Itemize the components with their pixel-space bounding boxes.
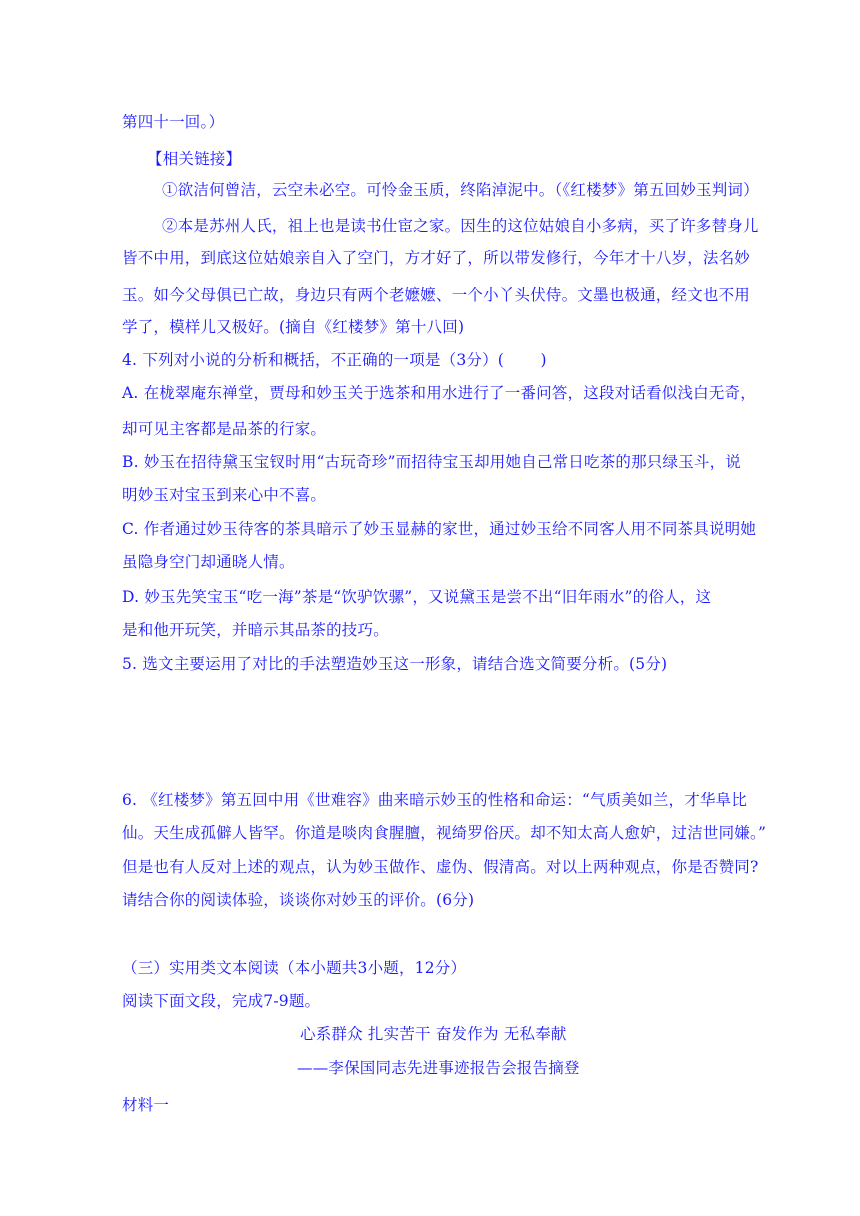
q4-option-a-line: A. 在栊翠庵东禅堂，贾母和妙玉关于选茶和用水进行了一番问答，这段对话看似浅白无奇， [122,384,756,402]
related-link-2-line: ②本是苏州人氏，祖上也是读书仕宦之家。因生的这位姑娘自小多病，买了许多替身儿 [162,217,759,235]
section-3-title: （三）实用类文本阅读（本小题共3小题，12分） [122,959,467,977]
q4-option-d-line: D. 妙玉先笑宝玉“吃一海”茶是“饮驴饮骡”，又说黛玉是尝不出“旧年雨水”的俗人，这 [122,588,712,606]
related-link-2-line: 玉。如今父母俱已亡故，身边只有两个老嬷嬷、一个小丫头伏侍。文墨也极通，经文也不用 [122,286,751,304]
question-6-line: 请结合你的阅读体验，谈谈你对妙玉的评价。(6分) [122,891,475,909]
question-4: 4. 下列对小说的分析和概括，不正确的一项是（3分）( ) [122,351,547,369]
q4-option-b-line: 明妙玉对宝玉到来心中不喜。 [122,486,327,504]
q4-option-b-line: B. 妙玉在招待黛玉宝钗时用“古玩奇珍”而招待宝玉却用她自己常日吃茶的那只绿玉斗，说 [122,453,741,471]
question-5: 5. 选文主要运用了对比的手法塑造妙玉这一形象，请结合选文简要分析。(5分) [122,655,668,673]
question-6-line: 仙。天生成孤僻人皆罕。你道是啖肉食腥膻，视绮罗俗厌。却不知太高人愈妒，过洁世同嫌。” [122,824,767,842]
material-1-label: 材料一 [122,1096,170,1114]
q4-option-a-line: 却可见主客都是品茶的行家。 [122,420,327,438]
related-link-2-line: 学了，模样儿又极好。(摘自《红楼梦》第十八回) [122,318,465,336]
q4-option-c-line: C. 作者通过妙玉待客的茶具暗示了妙玉显赫的家世，通过妙玉给不同客人用不同茶具说明她 [122,520,757,538]
article-subtitle: ——李保国同志先进事迹报告会报告摘登 [297,1059,580,1077]
related-link-2-line: 皆不中用，到底这位姑娘亲自入了空门，方才好了，所以带发修行，今年才十八岁，法名妙 [122,249,751,267]
q4-option-c-line: 虽隐身空门却通晓人情。 [122,553,295,571]
section-3-instruction: 阅读下面文段，完成7-9题。 [122,992,321,1010]
article-title: 心系群众 扎实苦干 奋发作为 无私奉献 [300,1025,567,1043]
related-link-1: ①欲洁何曾洁，云空未必空。可怜金玉质，终陷淖泥中。（《红楼梦》第五回妙玉判词） [162,181,759,199]
question-6-line: 6. 《红楼梦》第五回中用《世难容》曲来暗示妙玉的性格和命运：“气质美如兰，才华阜比 [122,791,748,809]
intro-end-line: 第四十一回。） [122,113,225,131]
related-links-heading: 【相关链接】 [147,150,242,168]
q4-option-d-line: 是和他开玩笑，并暗示其品茶的技巧。 [122,621,389,639]
question-6-line: 但是也有人反对上述的观点，认为妙玉做作、虚伪、假清高。对以上两种观点，你是否赞同? [122,858,759,876]
